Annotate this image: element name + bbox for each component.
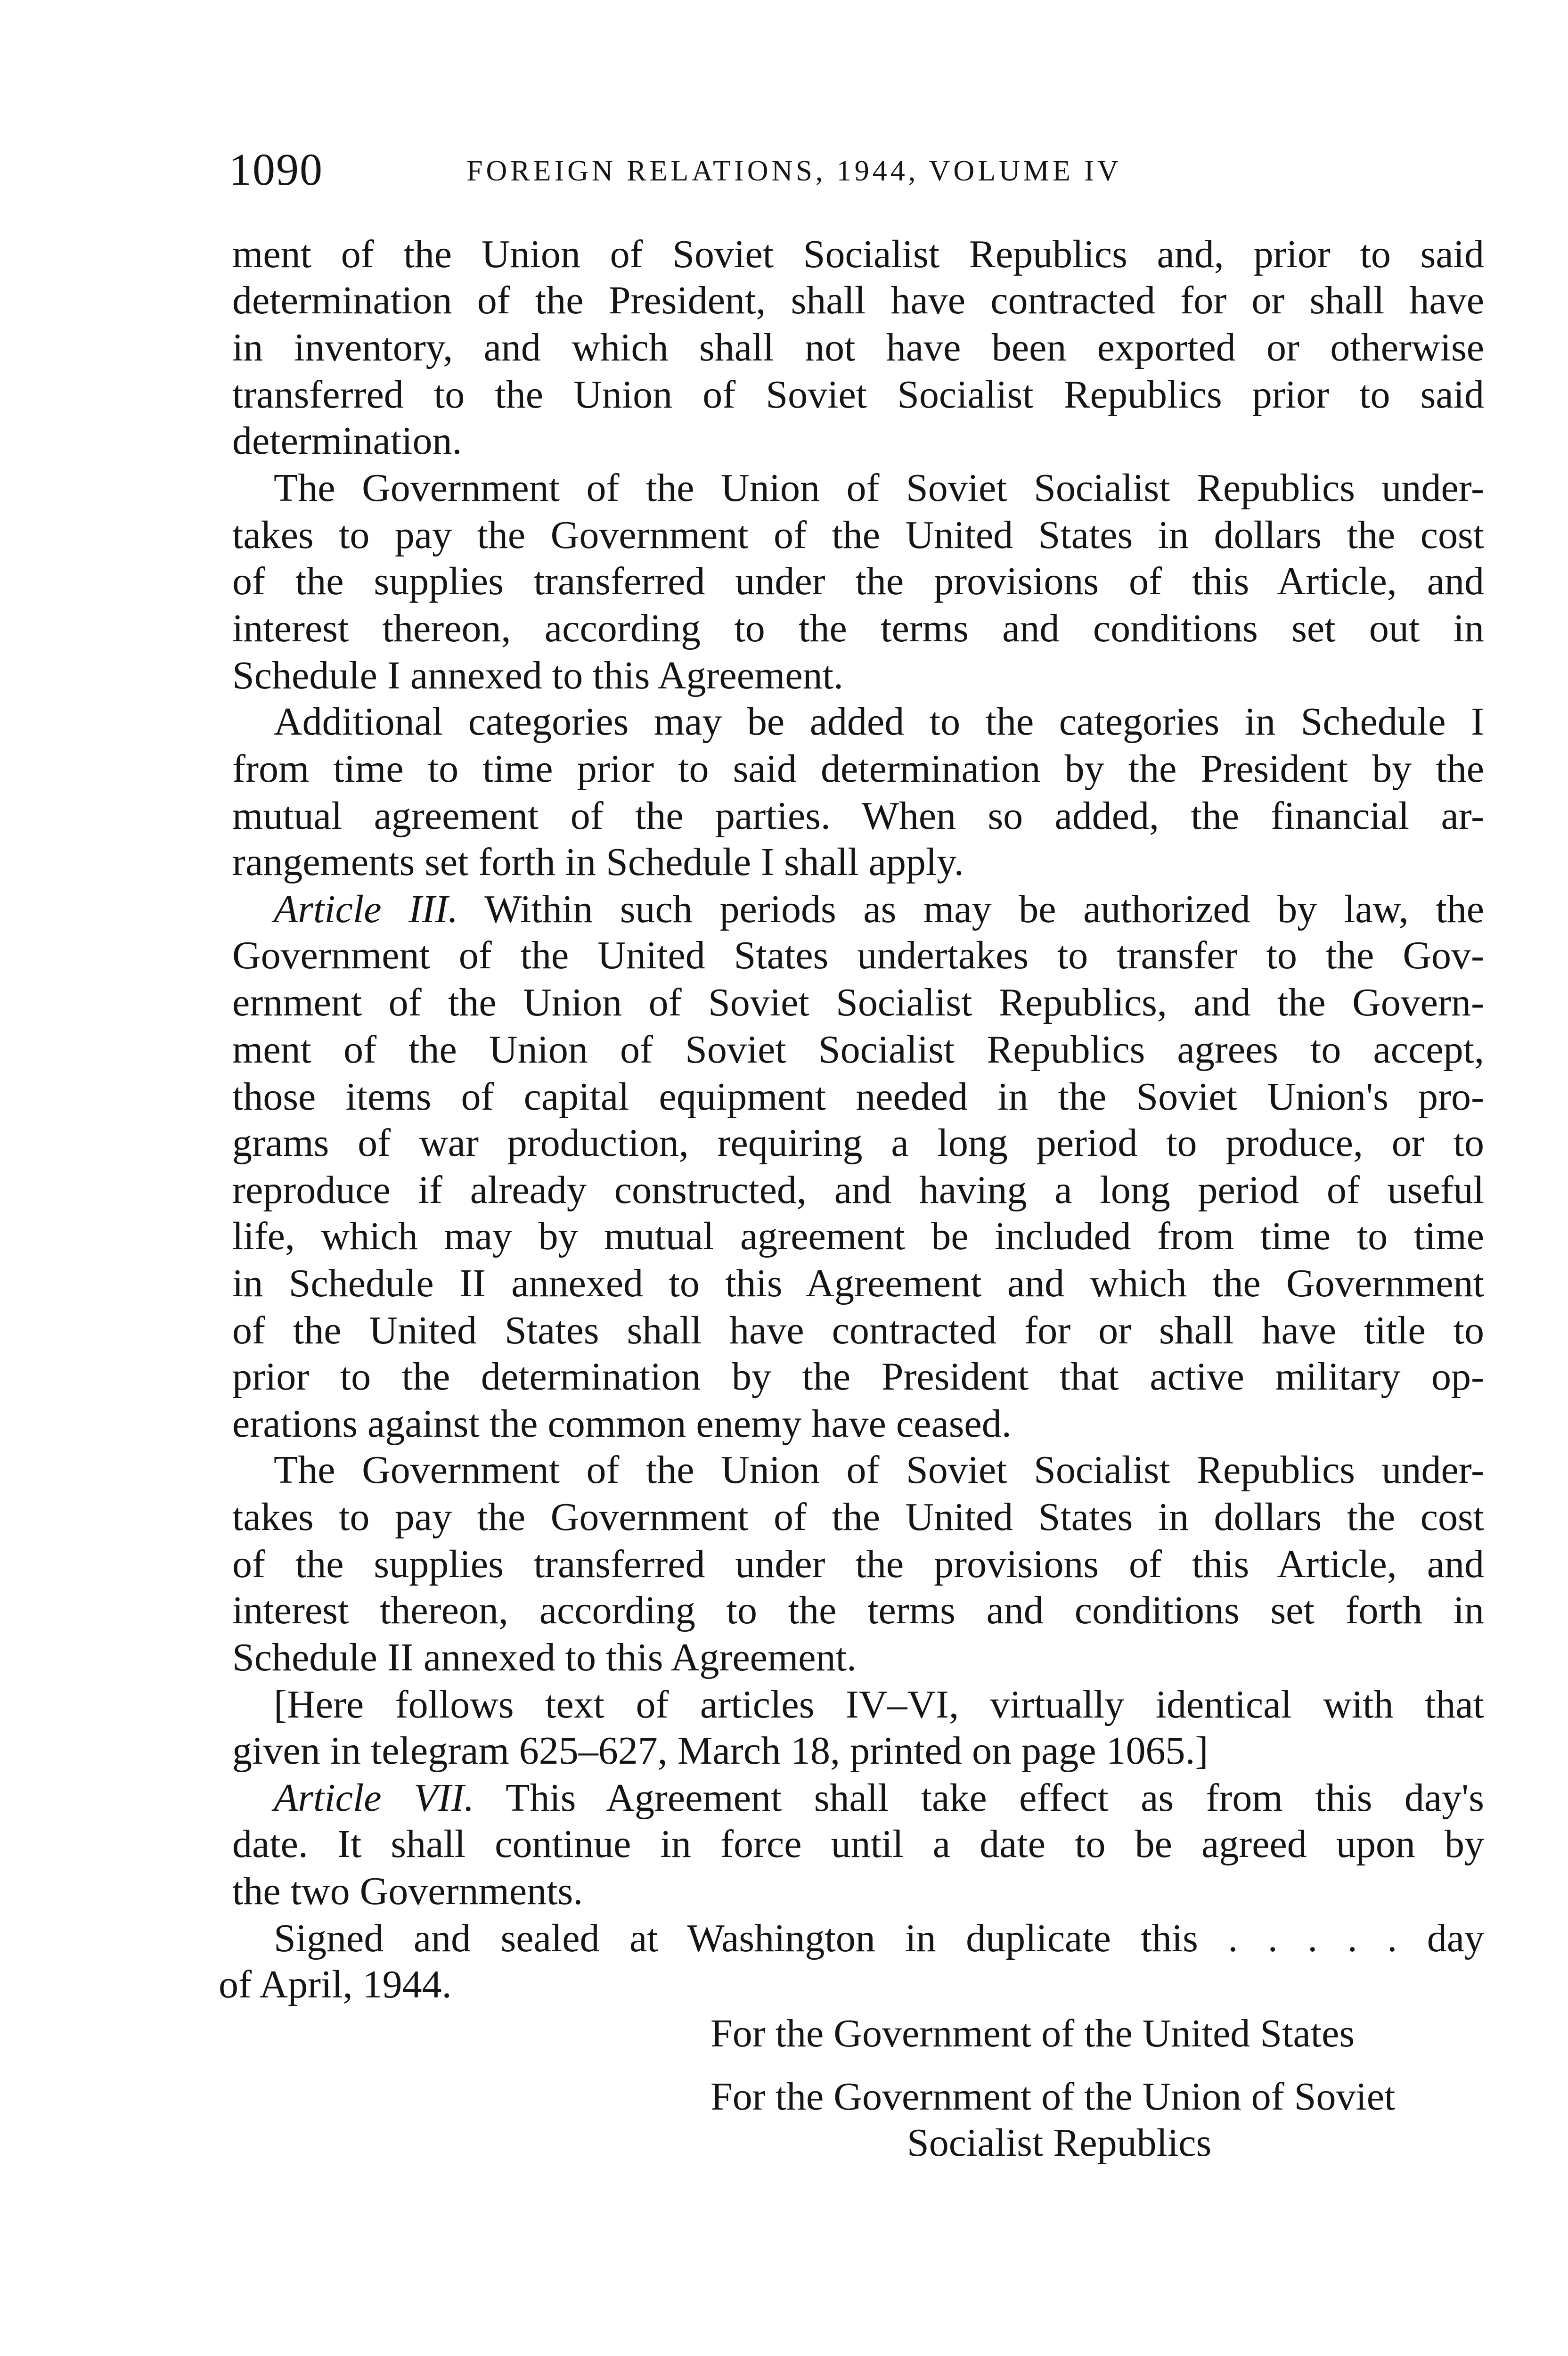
text-line: date. It shall continue in force until a date to be agreed upon by — [232, 1822, 1484, 1866]
signature-soviet-union-line2: Socialist Republics — [907, 2121, 1212, 2165]
text-line: transferred to the Union of Soviet Socialist Republics prior to said — [232, 373, 1484, 417]
text-line: from time to time prior to said determination by the President by the — [232, 747, 1484, 791]
text-line — [274, 885, 1484, 934]
signature-united-states: For the Government of the United States — [710, 2012, 1355, 2055]
text-line: Government of the United States undertakes to transfer to the Gov- — [232, 933, 1484, 977]
text-line: rangements set forth in Schedule I shall apply. — [232, 840, 964, 884]
signature-soviet-union-line1: For the Government of the Union of Soviet — [710, 2075, 1396, 2119]
text-line: ment of the Union of Soviet Socialist Republics agrees to accept, — [232, 1028, 1484, 1072]
text-line: ernment of the Union of Soviet Socialist Republics, and the Govern- — [232, 981, 1484, 1024]
text-line: the two Governments. — [232, 1869, 583, 1913]
text-span: This Agreement shall take effect as from this day's — [506, 1776, 1484, 1820]
page-number: 1090 — [229, 144, 323, 195]
text-span: Within such periods as may be authorized by law, the — [484, 887, 1485, 931]
text-line: interest thereon, according to the terms and conditions set forth in — [232, 1588, 1484, 1632]
text-line: those items of capital equipment needed in the Soviet Union's pro- — [232, 1075, 1484, 1119]
text-line: Signed and sealed at Washington in duplicate this . . . . . day — [274, 1916, 1484, 1960]
text-line: takes to pay the Government of the United States in dollars the cost — [232, 513, 1484, 557]
text-line — [274, 1774, 1484, 1823]
text-line: life, which may by mutual agreement be included from time to time — [232, 1214, 1484, 1258]
text-line: Schedule I annexed to this Agreement. — [232, 654, 843, 697]
text-line: Schedule II annexed to this Agreement. — [232, 1636, 857, 1679]
text-line: given in telegram 625–627, March 18, printed on page 1065.] — [232, 1729, 1209, 1773]
text-line: in Schedule II annexed to this Agreement and which the Government — [232, 1261, 1484, 1305]
text-line: of April, 1944. — [219, 1963, 452, 2006]
text-line: interest thereon, according to the terms and conditions set out in — [232, 606, 1484, 650]
text-line: grams of war production, requiring a long period to produce, or to — [232, 1121, 1484, 1165]
text-line: of the United States shall have contracted for or shall have title to — [232, 1309, 1484, 1352]
text-line: mutual agreement of the parties. When so added, the financial ar- — [232, 794, 1484, 838]
text-line: Additional categories may be added to the categories in Schedule I — [274, 700, 1484, 744]
article-heading: Article III. — [274, 887, 458, 931]
article-heading: Article VII. — [274, 1776, 474, 1820]
text-line: determination of the President, shall have contracted for or shall have — [232, 278, 1484, 322]
text-line: The Government of the Union of Soviet Socialist Republics under- — [274, 1448, 1484, 1492]
text-line: prior to the determination by the President that active military op- — [232, 1355, 1484, 1399]
text-line: of the supplies transferred under the provisions of this Article, and — [232, 559, 1484, 603]
text-line: determination. — [232, 419, 462, 463]
text-line: in inventory, and which shall not have been exported or otherwise — [232, 326, 1484, 369]
text-line: takes to pay the Government of the United States in dollars the cost — [232, 1495, 1484, 1539]
text-line: erations against the common enemy have ceased. — [232, 1402, 1012, 1446]
text-line: The Government of the Union of Soviet Socialist Republics under- — [274, 466, 1484, 510]
text-line: [Here follows text of articles IV–VI, virtually identical with that — [274, 1683, 1484, 1726]
text-line: ment of the Union of Soviet Socialist Republics and, prior to said — [232, 232, 1484, 276]
text-line: reproduce if already constructed, and having a long period of useful — [232, 1168, 1484, 1212]
running-head: FOREIGN RELATIONS, 1944, VOLUME IV — [466, 155, 1122, 187]
text-line: of the supplies transferred under the provisions of this Article, and — [232, 1542, 1484, 1586]
